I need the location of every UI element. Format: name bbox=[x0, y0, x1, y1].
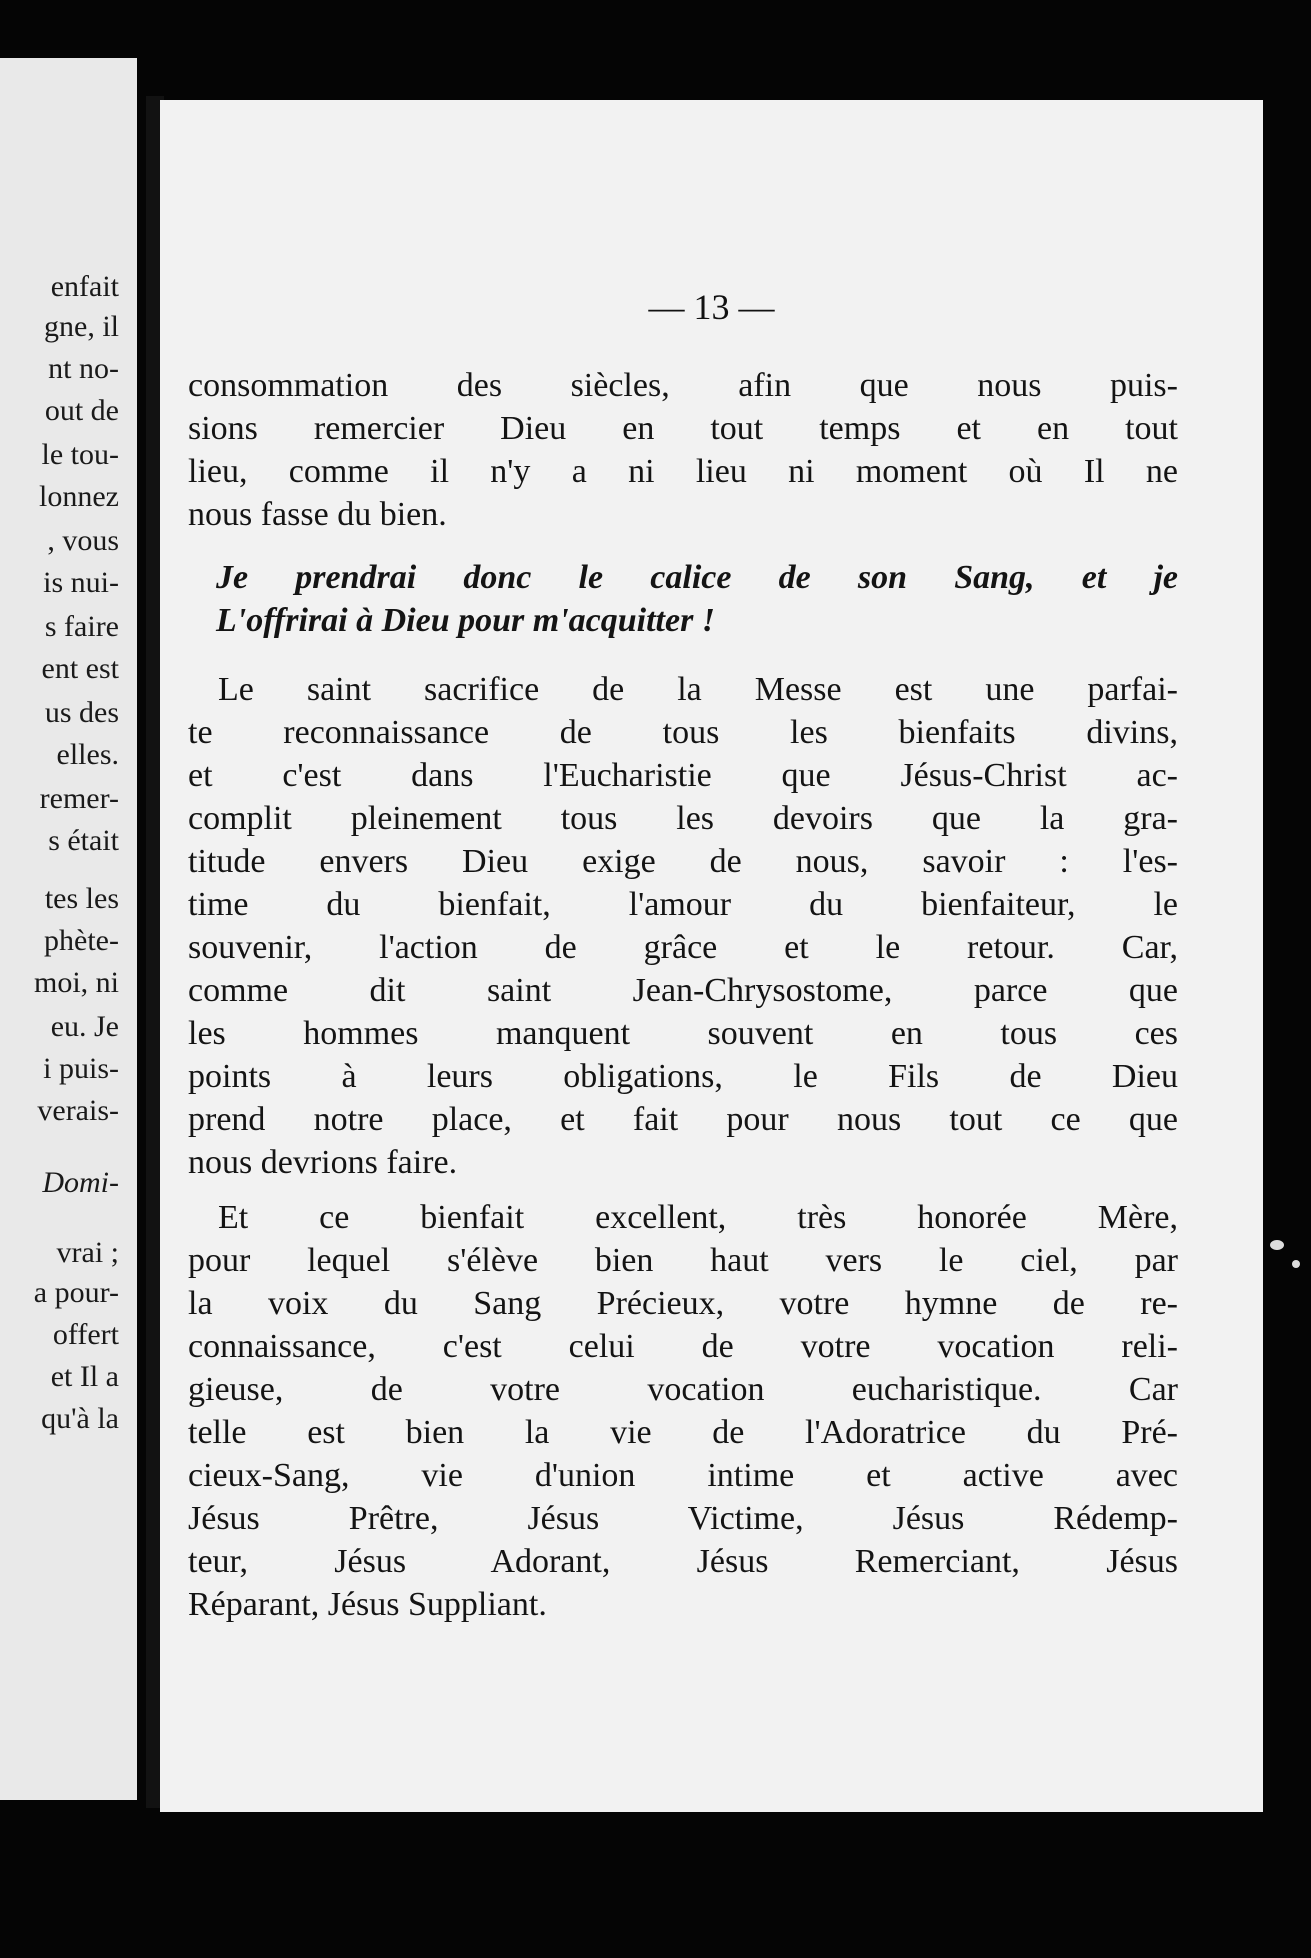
text-line: sions remercier Dieu en tout temps et en tout bbox=[188, 410, 1178, 447]
left-page-line: le tou- bbox=[41, 438, 119, 471]
quote-line: Je prendrai donc le calice de son Sang, et je bbox=[216, 559, 1178, 596]
left-page-fragment bbox=[0, 58, 137, 1800]
quote-line: L'offrirai à Dieu pour m'acquitter ! bbox=[216, 602, 716, 639]
left-page-line: , vous bbox=[47, 524, 119, 557]
text-line: telle est bien la vie de l'Adoratrice du Pré- bbox=[188, 1414, 1178, 1451]
left-page-line: elles. bbox=[56, 738, 119, 771]
text-line: pour lequel s'élève bien haut vers le ciel, par bbox=[188, 1242, 1178, 1279]
scan-speck bbox=[1292, 1260, 1300, 1268]
text-line: gieuse, de votre vocation eucharistique. Car bbox=[188, 1371, 1178, 1408]
text-line: et c'est dans l'Eucharistie que Jésus-Christ ac- bbox=[188, 757, 1178, 794]
left-page-line: enfait bbox=[50, 270, 119, 303]
page-number: — 13 — bbox=[648, 287, 775, 327]
paragraph-2 bbox=[188, 668, 1178, 1184]
left-page-line: moi, ni bbox=[33, 966, 119, 999]
text-line: connaissance, c'est celui de votre vocation reli- bbox=[188, 1328, 1178, 1365]
paragraph-3 bbox=[188, 1196, 1178, 1626]
text-line: teur, Jésus Adorant, Jésus Remerciant, Jésus bbox=[188, 1543, 1178, 1580]
text-line: titude envers Dieu exige de nous, savoir : l'es- bbox=[188, 843, 1178, 880]
text-line: cieux-Sang, vie d'union intime et active avec bbox=[188, 1457, 1178, 1494]
left-page-line: i puis- bbox=[43, 1052, 119, 1085]
text-line: Jésus Prêtre, Jésus Victime, Jésus Rédemp- bbox=[188, 1500, 1178, 1537]
left-page-line: nt no- bbox=[48, 352, 119, 385]
text-line: Réparant, Jésus Suppliant. bbox=[188, 1586, 547, 1623]
scan-speck bbox=[1270, 1240, 1284, 1250]
left-page-line: remer- bbox=[39, 782, 119, 815]
left-page-line: offert bbox=[52, 1318, 119, 1351]
left-page-line: et Il a bbox=[50, 1360, 119, 1393]
text-line: souvenir, l'action de grâce et le retour. Car, bbox=[188, 929, 1178, 966]
text-line: points à leurs obligations, le Fils de Dieu bbox=[188, 1058, 1178, 1095]
left-page-line: tes les bbox=[44, 882, 119, 915]
quote bbox=[216, 556, 1178, 642]
text-line: lieu, comme il n'y a ni lieu ni moment où Il ne bbox=[188, 453, 1178, 490]
left-page-line: qu'à la bbox=[41, 1402, 119, 1435]
text-line: te reconnaissance de tous les bienfaits divins, bbox=[188, 714, 1178, 751]
left-page-line: s était bbox=[48, 824, 119, 857]
paragraph-1 bbox=[188, 364, 1178, 536]
text-line: consommation des siècles, afin que nous puis- bbox=[188, 367, 1178, 404]
text-line: Le saint sacrifice de la Messe est une parfai- bbox=[218, 671, 1178, 708]
left-page-line: out de bbox=[44, 394, 119, 427]
right-page bbox=[160, 100, 1263, 1812]
left-page-line: phète- bbox=[44, 924, 119, 957]
text-line: nous fasse du bien. bbox=[188, 496, 447, 533]
text-line: la voix du Sang Précieux, votre hymne de re- bbox=[188, 1285, 1178, 1322]
left-page-line: gne, il bbox=[44, 310, 119, 343]
text-line: time du bienfait, l'amour du bienfaiteur, le bbox=[188, 886, 1178, 923]
text-line: complit pleinement tous les devoirs que la gra- bbox=[188, 800, 1178, 837]
left-page-line: verais- bbox=[37, 1094, 119, 1127]
left-page-line: ent est bbox=[41, 652, 119, 685]
text-line: comme dit saint Jean-Chrysostome, parce que bbox=[188, 972, 1178, 1009]
left-page-line: a pour- bbox=[33, 1276, 119, 1309]
text-line: les hommes manquent souvent en tous ces bbox=[188, 1015, 1178, 1052]
left-page-line: is nui- bbox=[43, 566, 119, 599]
left-page-line: lonnez bbox=[39, 480, 119, 513]
left-page-line: eu. Je bbox=[50, 1010, 119, 1043]
text-line: prend notre place, et fait pour nous tout ce que bbox=[188, 1101, 1178, 1138]
left-page-line: Domi- bbox=[42, 1166, 119, 1199]
left-page-line: us des bbox=[44, 696, 119, 729]
text-line: Et ce bienfait excellent, très honorée Mère, bbox=[218, 1199, 1178, 1236]
left-page-line: s faire bbox=[44, 610, 119, 643]
text-line: nous devrions faire. bbox=[188, 1144, 458, 1181]
left-page-line: vrai ; bbox=[56, 1236, 119, 1269]
